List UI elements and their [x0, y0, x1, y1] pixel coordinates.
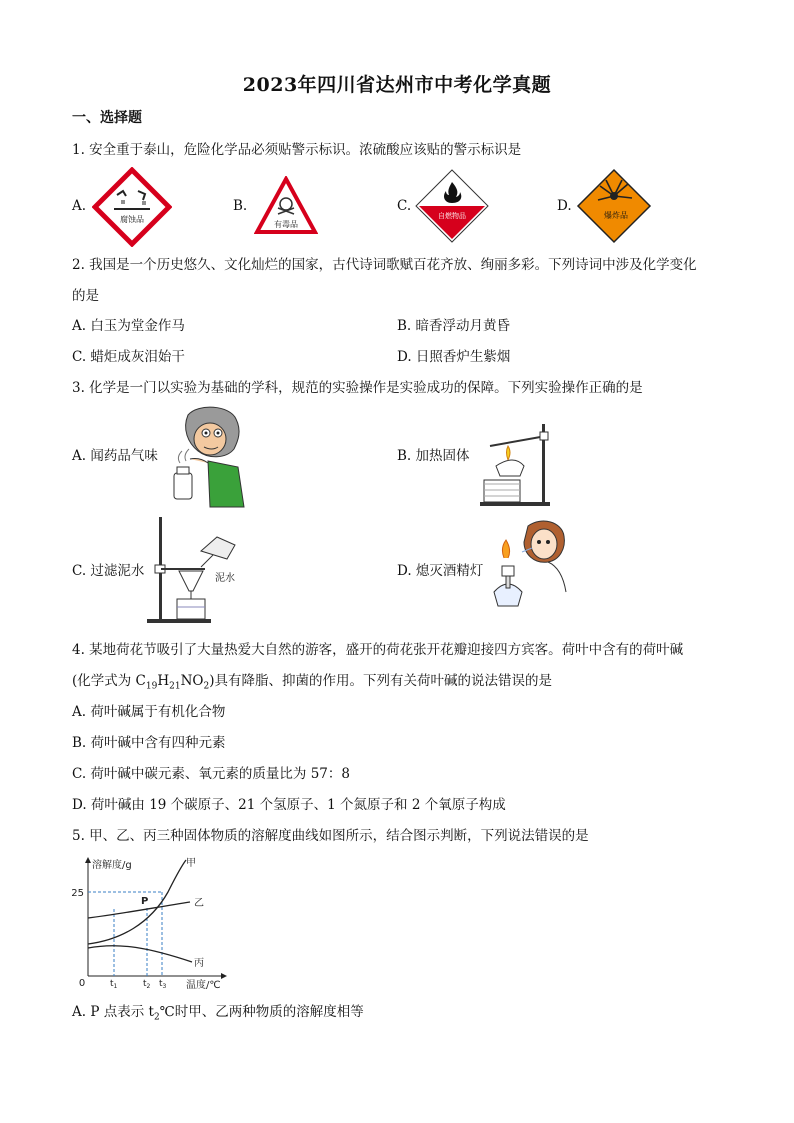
q2-option-d[interactable]: D. 日照香炉生紫烟: [397, 349, 511, 365]
q1-option-a-letter[interactable]: A.: [72, 198, 87, 214]
q5-option-a[interactable]: [72, 1002, 364, 1028]
y-tick-label: 25: [71, 888, 84, 899]
toxic-sign-icon: [254, 176, 318, 236]
q4-formula-sub-c: 19: [145, 681, 158, 692]
q3-option-c[interactable]: C. 过滤泥水: [72, 563, 145, 579]
heating-solid-illustration: [474, 420, 564, 508]
series-yi-curve: [88, 902, 190, 918]
corrosive-sign-text: 腐蚀品: [120, 215, 144, 224]
q3-option-d[interactable]: D. 熄灭酒精灯: [397, 563, 484, 579]
q5-option-a-sub: 2: [153, 1012, 160, 1023]
q1-option-b-letter[interactable]: B.: [233, 198, 248, 214]
q4-option-b[interactable]: B. 荷叶碱中含有四种元素: [72, 735, 226, 751]
q4-option-a[interactable]: A. 荷叶碱属于有机化合物: [72, 704, 226, 720]
q2-option-b[interactable]: B. 暗香浮动月黄昏: [397, 318, 511, 334]
smelling-illustration: [160, 403, 246, 509]
q3-stem: 3. 化学是一门以实验为基础的学科，规范的实验操作是实验成功的保障。下列实验操作正确的是: [72, 380, 643, 396]
q4-option-c[interactable]: C. 荷叶碱中碳元素、氧元素的质量比为 57：8: [72, 766, 350, 782]
x-tick-t1: $t_1$: [110, 979, 118, 990]
flammable-sign-text: 自燃物品: [438, 212, 466, 220]
q5-stem: 5. 甲、乙、丙三种固体物质的溶解度曲线如图所示，结合图示判断，下列说法错误的是: [72, 828, 589, 844]
q4-stem-line2: [72, 671, 552, 697]
q4-option-d[interactable]: D. 荷叶碱由 19 个碳原子、21 个氢原子、1 个氮原子和 2 个氧原子构成: [72, 797, 506, 813]
q1-stem: 1. 安全重于泰山，危险化学品必须贴警示标识。浓硫酸应该贴的警示标识是: [72, 142, 522, 158]
solubility-chart: [70, 852, 240, 992]
section-heading: 一、选择题: [72, 110, 142, 126]
q3-option-b[interactable]: B. 加热固体: [397, 448, 470, 464]
q5-option-a-rest: ℃时甲、乙两种物质的溶解度相等: [159, 1004, 364, 1020]
alcohol-lamp-illustration: [484, 518, 584, 618]
flammable-sign-icon: [414, 168, 490, 244]
q1-option-d-letter[interactable]: D.: [557, 198, 572, 214]
series-jia-curve: [88, 860, 186, 944]
explosive-sign-icon: [576, 168, 652, 244]
series-bing-label: 丙: [194, 958, 204, 969]
q4-formula-sub-o: 2: [203, 681, 210, 692]
q2-stem-line1: 2. 我国是一个历史悠久、文化灿烂的国家，古代诗词歌赋百花齐放、绚丽多彩。下列诗词中涉及化学变化: [72, 257, 697, 273]
q2-option-c[interactable]: C. 蜡炬成灰泪始干: [72, 349, 185, 365]
y-axis-label: 溶解度/g: [92, 860, 132, 871]
explosive-sign-text: 爆炸品: [604, 211, 628, 220]
series-bing-curve: [88, 946, 192, 962]
q4-formula-prefix: (化学式为 C: [72, 673, 146, 689]
point-p-label: P: [141, 896, 149, 907]
q4-stem-line1: 4. 某地荷花节吸引了大量热爱大自然的游客，盛开的荷花张开花瓣迎接四方宾客。荷叶中含有的荷叶碱: [72, 642, 684, 658]
series-jia-label: 甲: [186, 858, 196, 869]
q5-option-a-prefix: A. P 点表示 t: [72, 1004, 154, 1020]
origin-label: 0: [78, 978, 86, 989]
q4-formula-sub-h: 21: [169, 681, 181, 692]
q4-stem-rest: )具有降脂、抑菌的作用。下列有关荷叶碱的说法错误的是: [209, 673, 552, 689]
filter-mud-water-label: 泥水: [215, 573, 235, 584]
q4-formula-no: NO: [180, 673, 204, 689]
x-tick-t2: $t_2$: [143, 979, 151, 990]
q3-option-a[interactable]: A. 闻药品气味: [72, 448, 158, 464]
q4-formula-h: H: [157, 673, 170, 689]
q1-option-c-letter[interactable]: C.: [397, 198, 412, 214]
q2-option-a[interactable]: A. 白玉为堂金作马: [72, 318, 185, 334]
page-title: 2023年四川省达州市中考化学真题: [242, 74, 552, 96]
series-yi-label: 乙: [194, 898, 204, 909]
x-axis-label: 温度/℃: [186, 980, 221, 991]
toxic-sign-text: 有毒品: [274, 220, 298, 229]
x-tick-t3: $t_3$: [159, 979, 167, 990]
q2-stem-line2: 的是: [72, 288, 99, 304]
corrosive-sign-icon: [92, 167, 172, 247]
filtering-illustration: [143, 515, 243, 625]
